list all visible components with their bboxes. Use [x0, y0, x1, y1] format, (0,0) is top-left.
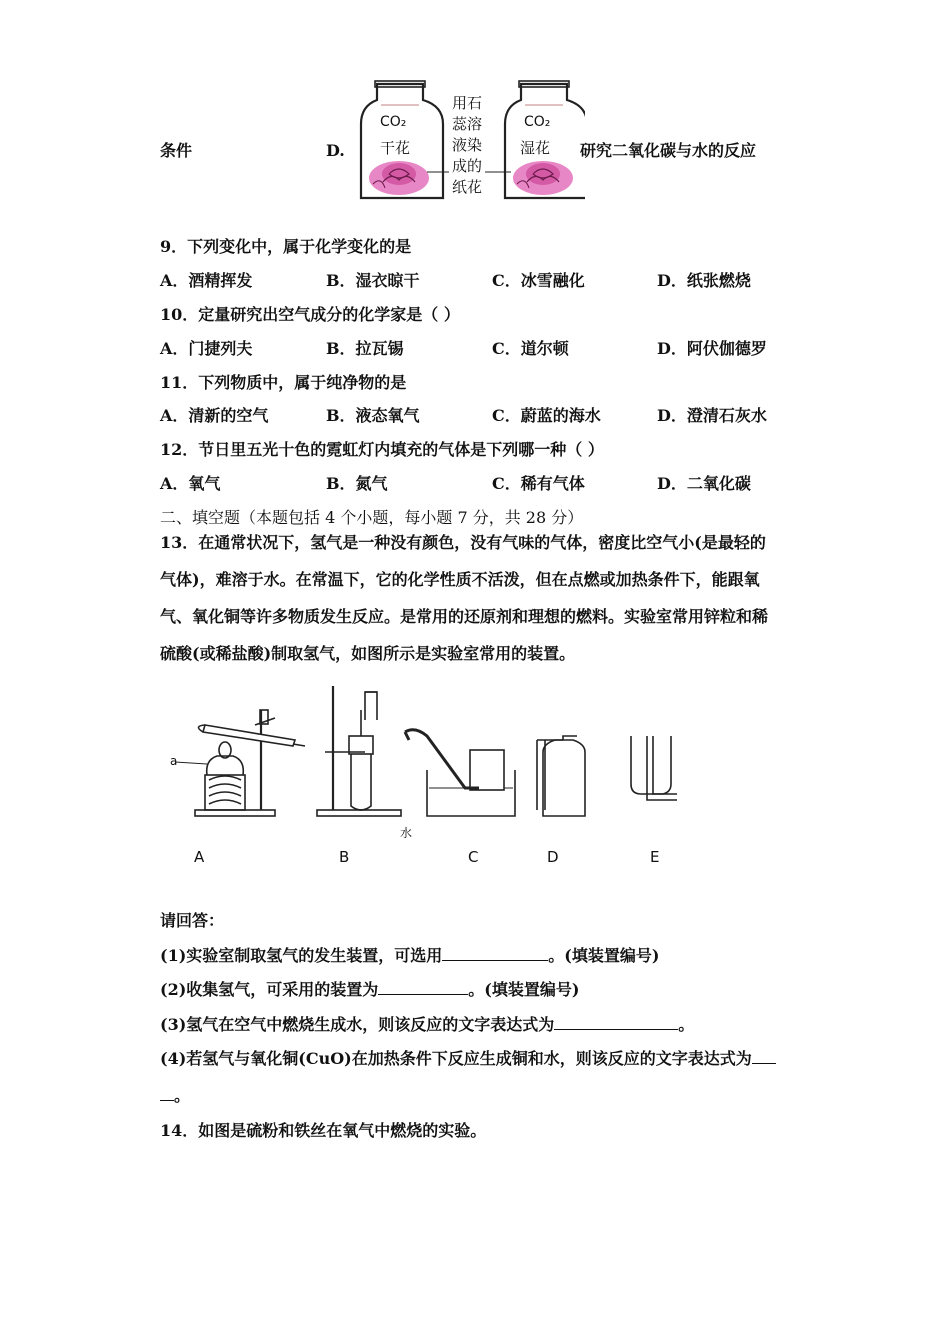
figure-label-b: B	[339, 848, 350, 866]
figure-label-d: D	[547, 848, 559, 866]
answer-prompt: 请回答：	[160, 911, 225, 930]
q13-sub1: (1)实验室制取氢气的发生装置，可选用 。(填装置编号)	[160, 946, 660, 965]
q11-stem: 11．下列物质中，属于纯净物的是	[160, 373, 407, 392]
apparatus-b	[317, 686, 401, 816]
litmus-paper-label: 用石 蕊溶 液染 成的 纸花	[451, 94, 482, 196]
apparatus-c	[405, 730, 515, 816]
condition-cell: 条件	[160, 141, 193, 160]
rose-icon-left	[369, 161, 429, 195]
q13-sub4: (4)若氢气与氧化铜(CuO)在加热条件下反应生成铜和水，则该反应的文字表达式为	[160, 1047, 776, 1070]
apparatus-figure	[165, 680, 695, 830]
answer-blank-4[interactable]	[752, 1047, 776, 1064]
apparatus-a	[175, 710, 305, 816]
q13-line-2: 气体)，难溶于水。在常温下，它的化学性质不活泼，但在点燃或加热条件下，能跟氧	[160, 570, 760, 589]
q10-option-c: C．道尔顿	[492, 339, 569, 358]
figure-label-c: C	[468, 848, 479, 866]
q12-option-b: B．氮气	[326, 474, 388, 493]
q13-line-4: 硫酸(或稀盐酸)制取氢气，如图所示是实验室常用的装置。	[160, 644, 576, 663]
q12-option-d: D．二氧化碳	[657, 474, 751, 493]
q14-stem: 14．如图是硫粉和铁丝在氧气中燃烧的实验。	[160, 1121, 487, 1140]
answer-blank-1[interactable]	[442, 944, 548, 961]
q11-option-c: C．蔚蓝的海水	[492, 406, 601, 425]
jar-right-flower: 湿花	[520, 139, 551, 157]
answer-blank-3[interactable]	[554, 1013, 678, 1030]
jar-left-gas: CO₂	[380, 114, 407, 130]
q11-option-a: A．清新的空气	[160, 406, 269, 425]
q11-option-b: B．液态氧气	[326, 406, 420, 425]
q12-option-a: A．氧气	[160, 474, 221, 493]
label-a: a	[170, 754, 178, 768]
jar-right-gas: CO₂	[524, 114, 551, 130]
q12-option-c: C．稀有气体	[492, 474, 585, 493]
q11-option-d: D．澄清石灰水	[657, 406, 767, 425]
q10-option-b: B．拉瓦锡	[326, 339, 404, 358]
q13-line-1: 13．在通常状况下，氢气是一种没有颜色，没有气味的气体，密度比空气小(是最轻的	[160, 533, 766, 552]
figure-label-e: E	[650, 848, 660, 866]
label-water: 水	[400, 826, 413, 840]
q9-option-a: A．酒精挥发	[160, 271, 253, 290]
purpose-cell: 研究二氧化碳与水的反应	[580, 141, 757, 160]
q9-option-b: B．湿衣晾干	[326, 271, 420, 290]
q10-stem: 10．定量研究出空气成分的化学家是（ ）	[160, 305, 460, 324]
apparatus-d	[537, 736, 585, 816]
q9-option-c: C．冰雪融化	[492, 271, 585, 290]
option-d-label: D.	[326, 141, 345, 160]
q13-sub4-cont: 。	[160, 1084, 190, 1107]
answer-blank-4-cont[interactable]	[160, 1084, 174, 1101]
answer-blank-2[interactable]	[378, 978, 468, 995]
q10-option-d: D．阿伏伽德罗	[657, 339, 767, 358]
q9-option-d: D．纸张燃烧	[657, 271, 751, 290]
q13-sub2: (2)收集氢气，可采用的装置为 。(填装置编号)	[160, 980, 580, 999]
q10-option-a: A．门捷列夫	[160, 339, 253, 358]
q13-sub3: (3)氢气在空气中燃烧生成水，则该反应的文字表达式为 。	[160, 1015, 695, 1034]
rose-icon-right	[513, 161, 573, 195]
q12-stem: 12．节日里五光十色的霓虹灯内填充的气体是下列哪一种（ ）	[160, 440, 604, 459]
jar-left-flower: 干花	[380, 139, 411, 157]
apparatus-e	[631, 736, 677, 800]
q9-stem: 9．下列变化中，属于化学变化的是	[160, 237, 412, 256]
q13-line-3: 气、氧化铜等许多物质发生反应。是常用的还原剂和理想的燃料。实验室常用锌粒和稀	[160, 607, 769, 626]
section-heading: 二、填空题（本题包括 4 个小题，每小题 7 分，共 28 分）	[160, 508, 584, 527]
figure-label-a: A	[194, 848, 205, 866]
